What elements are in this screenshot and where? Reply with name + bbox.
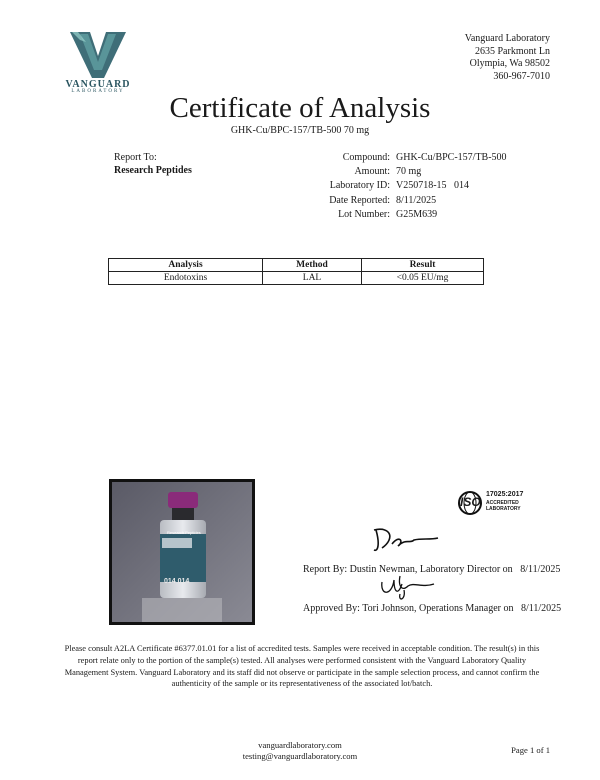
report-by-date: 8/11/2025: [520, 564, 561, 575]
page-subtitle: GHK-Cu/BPC-157/TB-500 70 mg: [230, 125, 370, 136]
logo-wordmark: VANGUARD: [65, 79, 131, 90]
col-method: Method: [263, 259, 362, 272]
date-value: 8/11/2025: [396, 194, 437, 206]
labid-value: V250718-15 014: [396, 180, 470, 192]
iso-logo-text: ISO: [460, 495, 481, 509]
footer-contact: [0, 740, 600, 762]
vial-image: [112, 482, 252, 622]
email-link[interactable]: testing@vanguardlaboratory.com: [242, 751, 358, 761]
page-title: Certificate of Analysis: [169, 92, 431, 124]
lab-address: [465, 33, 550, 83]
lab-name: Vanguard Laboratory: [464, 33, 550, 44]
report-to-label: Report To:: [114, 152, 157, 163]
table-row: [109, 272, 484, 285]
website-link[interactable]: vanguardlaboratory.com: [258, 740, 342, 750]
lab-phone: 360-967-7010: [493, 70, 550, 82]
col-analysis: Analysis: [109, 259, 263, 272]
results-table: [108, 258, 484, 285]
cell-analysis: Endotoxins: [109, 272, 263, 285]
vial-label-number: 014 014: [164, 578, 190, 585]
meta-values: [396, 151, 507, 222]
approved-by-line: [303, 603, 561, 614]
report-to-org: Research Peptides: [114, 165, 192, 176]
approved-by-text: Approved By: Tori Johnson, Operations Manager on: [303, 603, 514, 614]
col-result: Result: [362, 259, 484, 272]
date-label: Date Reported:: [329, 194, 390, 206]
table-header-row: [109, 259, 484, 272]
lab-city: Olympia, Wa 98502: [469, 58, 550, 70]
compound-value: GHK-Cu/BPC-157/TB-500: [396, 152, 507, 163]
report-to: [114, 151, 192, 177]
lab-street: 2635 Parkmont Ln: [475, 45, 550, 57]
cell-method: LAL: [263, 272, 362, 285]
director-signature: [370, 524, 440, 554]
footer-notice: Please consult A2LA Certificate #6377.01.01 for a list of accredited tests. Samples were received in acceptable condition. The result(s) in this report relate only to the portion of the sample(s) tested. All analyses were performed consistent with the Vanguard Laboratory Quality Management System. Vanguard Laboratory and its staff did not observe or participate in the sample selection process, and cannot confirm the authenticity of the sample or its representativeness of the associated lot/batch.: [64, 644, 540, 689]
lot-label: Lot Number:: [338, 208, 390, 220]
amount-value: 70 mg: [396, 166, 422, 178]
iso-line2: LABORATORY: [486, 506, 521, 512]
amount-label: Amount:: [354, 166, 390, 178]
logo-subtitle: LABORATORY: [71, 89, 125, 94]
manager-signature: [378, 572, 438, 602]
vial-label-brand: Research Peptides: [167, 530, 201, 535]
iso-standard: 17025:2017: [486, 491, 524, 498]
accreditation-badge: [458, 489, 528, 517]
lot-value: G25M639: [396, 208, 438, 220]
page-number: Page 1 of 1: [511, 745, 550, 755]
approved-by-date: 8/11/2025: [520, 603, 562, 614]
compound-label: Compound:: [342, 152, 390, 163]
labid-label: Laboratory ID:: [329, 180, 390, 192]
sample-photo: [109, 479, 255, 625]
report-by-text: Report By: Dustin Newman, Laboratory Director on: [303, 564, 513, 575]
cell-result: <0.05 EU/mg: [362, 272, 484, 285]
meta-labels: [329, 151, 390, 222]
iso-line1: ACCREDITED: [486, 500, 519, 506]
